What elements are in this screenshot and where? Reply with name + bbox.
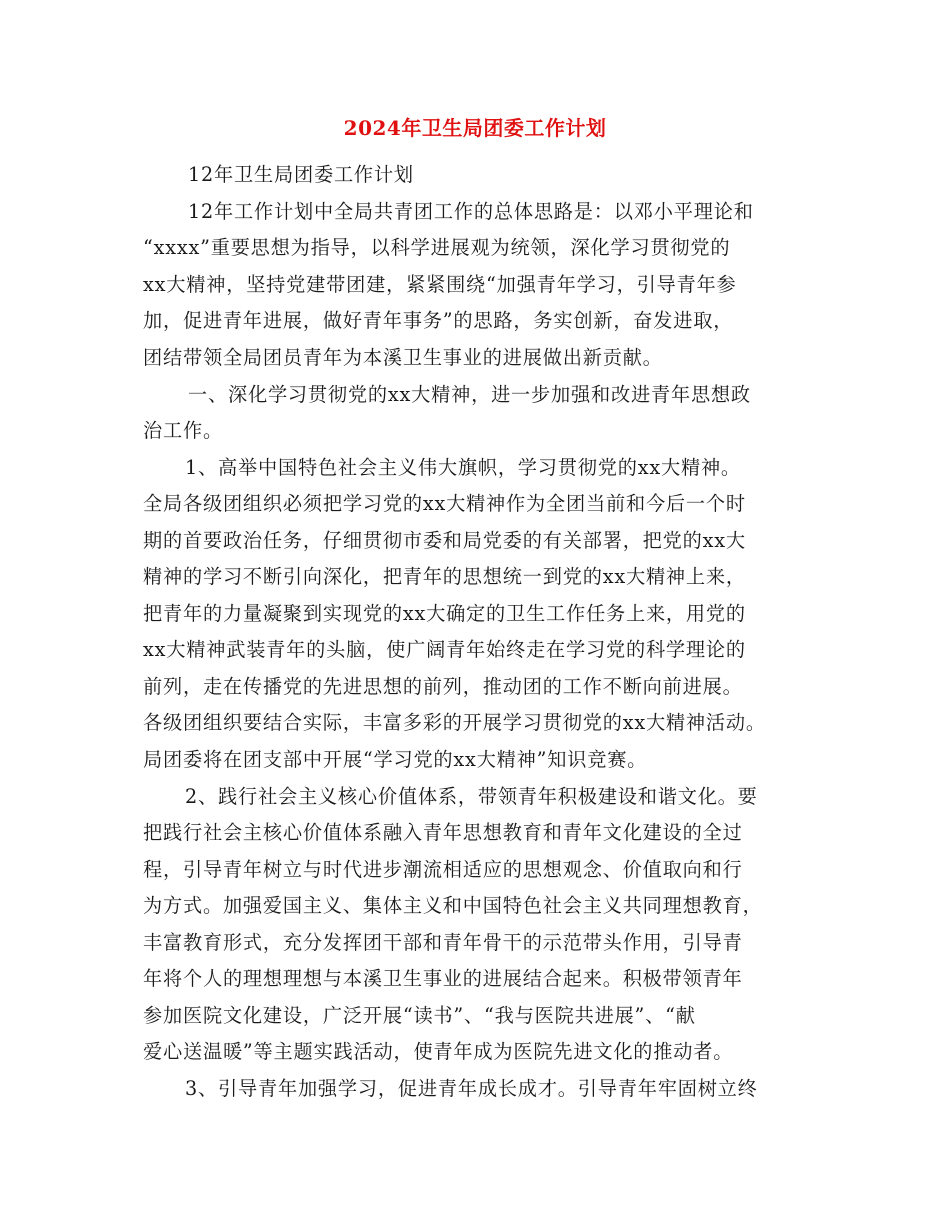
text-line: 程，引导青年树立与时代进步潮流相适应的思想观念、价值取向和行 bbox=[143, 858, 743, 881]
text-line: 丰富教育形式，充分发挥团干部和青年骨干的示范带头作用，引导青 bbox=[143, 931, 743, 954]
text-line: 把青年的力量凝聚到实现党的xx大确定的卫生工作任务上来，用党的 bbox=[143, 602, 746, 625]
text-line: 把践行社会主核心价值体系融入青年思想教育和青年文化建设的全过 bbox=[143, 821, 743, 844]
text-line: 期的首要政治任务，仔细贯彻市委和局党委的有关部署，把党的xx大 bbox=[143, 529, 746, 552]
text-line: 12年工作计划中全局共青团工作的总体思路是：以邓小平理论和 bbox=[188, 200, 754, 223]
text-line: xx大精神武装青年的头脑，使广阔青年始终走在学习党的科学理论的 bbox=[143, 638, 746, 661]
text-line: 为方式。加强爱国主义、集体主义和中国特色社会主义共同理想教育， bbox=[143, 894, 763, 917]
text-line: 治工作。 bbox=[143, 419, 223, 442]
text-line: 1、高举中国特色社会主义伟大旗帜，学习贯彻党的xx大精神。 bbox=[185, 456, 741, 479]
text-line: 加，促进青年进展，做好青年事务”的思路，务实创新，奋发进取， bbox=[143, 309, 734, 332]
text-line: 局团委将在团支部中开展“学习党的xx大精神”知识竞赛。 bbox=[143, 748, 648, 771]
text-line: 年将个人的理想理想与本溪卫生事业的进展结合起来。积极带领青年 bbox=[143, 967, 743, 990]
text-line: 3、引导青年加强学习，促进青年成长成才。引导青年牢固树立终 bbox=[185, 1077, 758, 1100]
text-line: 各级团组织要结合实际，丰富多彩的开展学习贯彻党的xx大精神活动。 bbox=[143, 711, 766, 734]
document-title: 2024年卫生局团委工作计划 bbox=[343, 116, 607, 140]
text-line: 全局各级团组织必须把学习党的xx大精神作为全团当前和今后一个时 bbox=[143, 492, 746, 515]
text-line: “xxxx”重要思想为指导，以科学进展观为统领，深化学习贯彻党的 bbox=[143, 236, 731, 259]
text-line: 12年卫生局团委工作计划 bbox=[188, 163, 414, 186]
text-line: 一、深化学习贯彻党的xx大精神，进一步加强和改进青年思想政 bbox=[188, 383, 751, 406]
text-line: 前列，走在传播党的先进思想的前列，推动团的工作不断向前进展。 bbox=[143, 675, 743, 698]
text-line: 精神的学习不断引向深化，把青年的思想统一到党的xx大精神上来， bbox=[143, 565, 746, 588]
text-line: 参加医院文化建设，广泛开展“读书”、“我与医院共进展”、“献 bbox=[143, 1004, 696, 1027]
text-line: 2、践行社会主义核心价值体系，带领青年积极建设和谐文化。要 bbox=[185, 785, 758, 808]
text-line: 爱心送温暖”等主题实践活动，使青年成为医院先进文化的推动者。 bbox=[143, 1040, 734, 1063]
text-line: 团结带领全局团员青年为本溪卫生事业的进展做出新贡献。 bbox=[143, 346, 663, 369]
text-line: xx大精神，坚持党建带团建，紧紧围绕“加强青年学习，引导青年参 bbox=[143, 273, 737, 296]
